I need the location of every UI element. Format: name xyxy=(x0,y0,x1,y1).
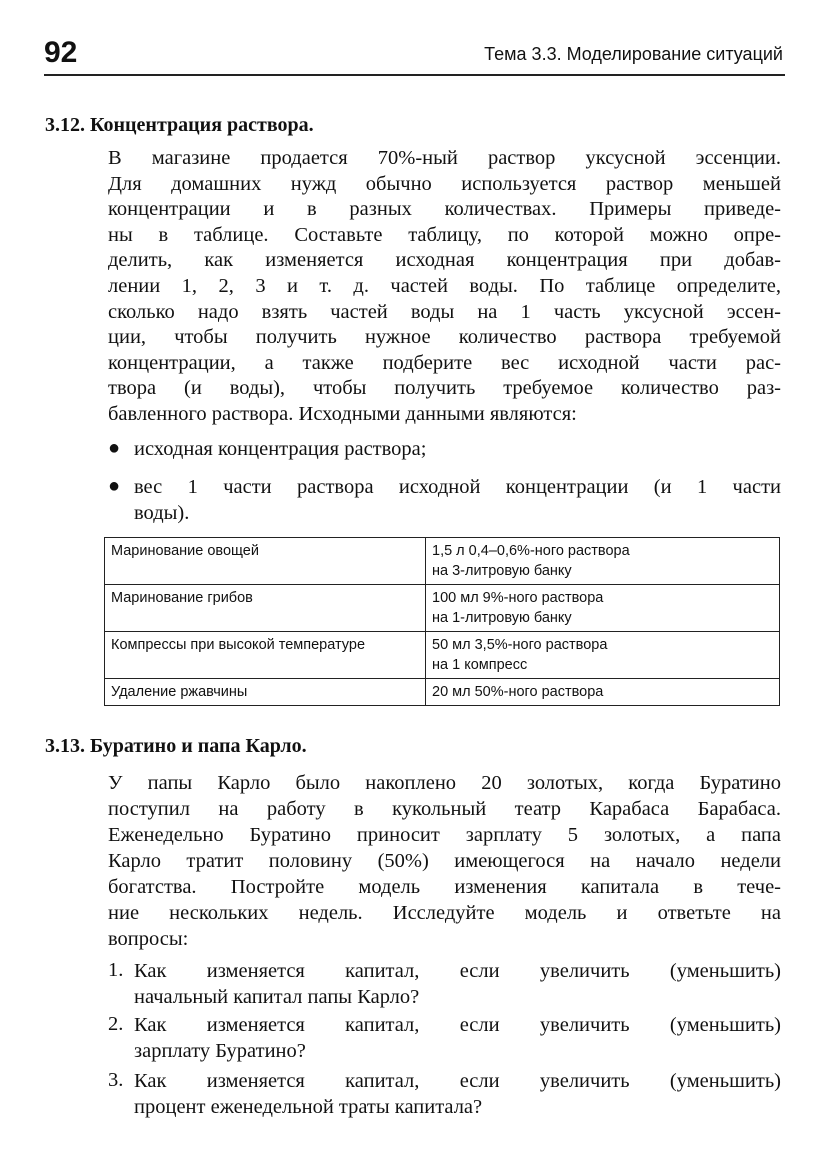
text-line: У папы Карло было накоплено 20 золотых, когда Буратино xyxy=(108,772,781,794)
section-title-3-12: 3.12. Концентрация раствора. xyxy=(45,114,314,136)
table-row xyxy=(105,585,780,632)
text-line: ции, чтобы получить нужное количество раствора требуемой xyxy=(108,326,781,349)
text-line: Для домашних нужд обычно используется раствор меньшей xyxy=(108,172,781,195)
bullet-text: воды). xyxy=(134,502,190,524)
use-case-cell: Маринование грибов xyxy=(105,585,426,632)
amount-cell xyxy=(426,585,780,632)
text-line: В магазине продается 70%-ный раствор уксусной эссенции. xyxy=(108,147,781,169)
table-row xyxy=(105,632,780,679)
question-number: 3. xyxy=(108,1069,124,1091)
text-line: твора (и воды), чтобы получить требуемое количество раз- xyxy=(108,377,781,400)
bullet-icon: ● xyxy=(108,437,121,459)
text-line: ние нескольких недель. Исследуйте модель и ответьте на xyxy=(108,902,781,924)
running-title: Тема 3.3. Моделирование ситуаций xyxy=(484,44,783,64)
question-number: 1. xyxy=(108,959,124,981)
bullet-icon: ● xyxy=(108,475,121,497)
amount-line: на 1-литровую банку xyxy=(432,610,572,626)
amount-line: на 1 компресс xyxy=(432,657,528,673)
use-case-cell: Удаление ржавчины xyxy=(105,679,426,706)
amount-line: 1,5 л 0,4–0,6%-ного раствора xyxy=(432,543,630,559)
amount-line: 20 мл 50%-ного раствора xyxy=(432,684,604,700)
bullet-text: исходная концентрация раствора; xyxy=(134,438,427,460)
examples-table xyxy=(104,537,780,706)
text-line: бавленного раствора. Исходными данными являются: xyxy=(108,403,577,425)
header-rule xyxy=(44,74,785,76)
section-title-3-13: 3.13. Буратино и папа Карло. xyxy=(45,735,307,757)
use-case-cell: Компрессы при высокой температуре xyxy=(105,632,426,679)
table-row xyxy=(105,679,780,706)
amount-line: 100 мл 9%-ного раствора xyxy=(432,590,604,606)
text-line: Еженедельно Буратино приносит зарплату 5 золотых, а папа xyxy=(108,824,781,846)
amount-cell xyxy=(426,679,780,706)
bullet-text: вес 1 части раствора исходной концентрации (и 1 части xyxy=(134,476,781,498)
question-text: начальный капитал папы Карло? xyxy=(134,986,420,1008)
text-line: лении 1, 2, 3 и т. д. частей воды. По таблице определите, xyxy=(108,275,781,297)
text-line: богатства. Постройте модель изменения капитала в тече- xyxy=(108,876,781,898)
question-text: зарплату Буратино? xyxy=(134,1040,306,1062)
text-line: вопросы: xyxy=(108,928,189,950)
question-text: Как изменяется капитал, если увеличить (уменьшить) xyxy=(134,960,781,982)
table-row xyxy=(105,538,780,585)
question-text: Как изменяется капитал, если увеличить (уменьшить) xyxy=(134,1014,781,1036)
amount-cell xyxy=(426,632,780,679)
question-text: Как изменяется капитал, если увеличить (уменьшить) xyxy=(134,1070,781,1092)
amount-line: 50 мл 3,5%-ного раствора xyxy=(432,637,608,653)
use-case-cell: Маринование овощей xyxy=(105,538,426,585)
text-line: Карло тратит половину (50%) имеющегося на начало недели xyxy=(108,850,781,872)
question-text: процент еженедельной траты капитала? xyxy=(134,1096,483,1118)
amount-line: на 3-литровую банку xyxy=(432,563,572,579)
text-line: делить, как изменяется исходная концентрация при добав- xyxy=(108,249,781,272)
page-number: 92 xyxy=(44,36,78,69)
text-line: поступил на работу в кукольный театр Карабаса Барабаса. xyxy=(108,798,781,820)
text-line: концентрации и в разных количествах. Примеры приведе- xyxy=(108,198,781,221)
question-number: 2. xyxy=(108,1013,124,1035)
text-line: ны в таблице. Составьте таблицу, по которой можно опре- xyxy=(108,223,781,246)
text-line: концентрации, а также подберите вес исходной части рас- xyxy=(108,351,781,374)
amount-cell xyxy=(426,538,780,585)
text-line: сколько надо взять частей воды на 1 часть уксусной эссен- xyxy=(108,300,781,323)
